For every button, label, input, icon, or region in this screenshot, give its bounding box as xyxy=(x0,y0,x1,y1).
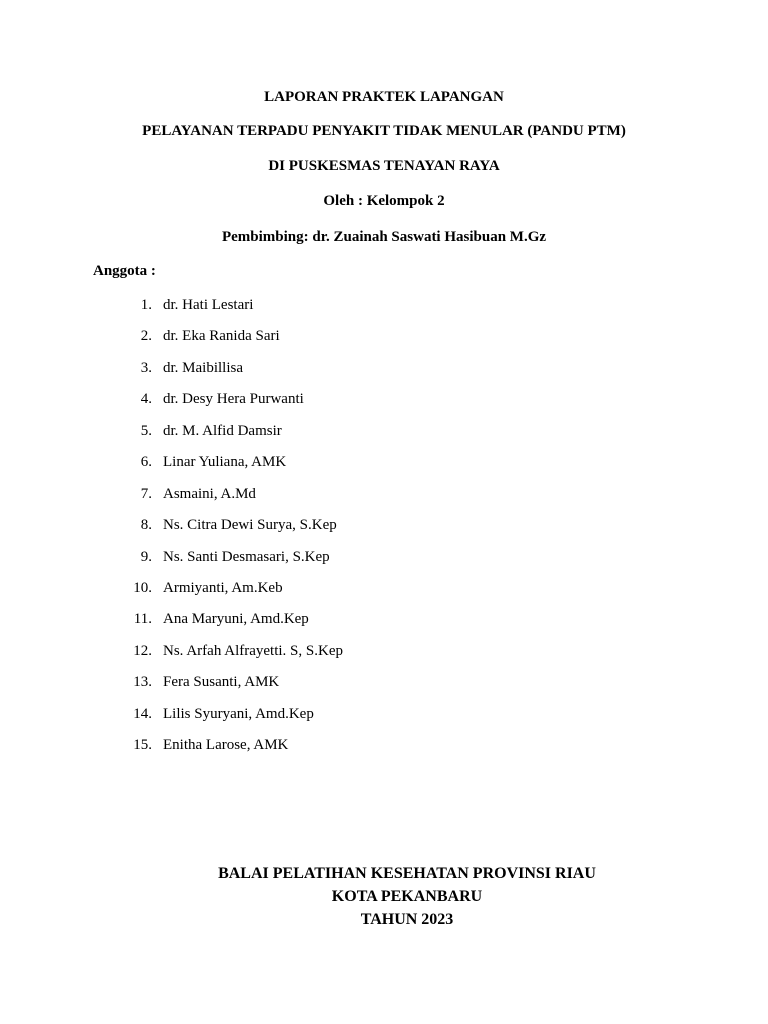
list-item xyxy=(0,359,768,390)
list-item-name: Ns. Santi Desmasari, S.Kep xyxy=(163,548,330,565)
list-item xyxy=(0,453,768,484)
list-item-name: Ns. Arfah Alfrayetti. S, S.Kep xyxy=(163,642,343,659)
list-item-number: 6. xyxy=(140,454,152,471)
list-item xyxy=(0,390,768,421)
members-label: Anggota : xyxy=(93,263,156,279)
list-item xyxy=(0,485,768,516)
list-item-name: Lilis Syuryani, Amd.Kep xyxy=(163,705,314,722)
list-item-name: Armiyanti, Am.Keb xyxy=(163,579,283,596)
list-item xyxy=(0,642,768,673)
list-item-name: dr. Hati Lestari xyxy=(163,297,254,313)
list-item-number: 3. xyxy=(140,359,152,376)
list-item-number: 14. xyxy=(133,705,152,722)
report-supervisor: Pembimbing: dr. Zuainah Saswati Hasibuan M.Gz xyxy=(221,229,547,245)
list-item-number: 8. xyxy=(140,517,152,534)
list-item-name: Ana Maryuni, Amd.Kep xyxy=(163,611,309,628)
list-item-number: 5. xyxy=(140,422,152,439)
footer-institution: BALAI PELATIHAN KESEHATAN PROVINSI RIAU xyxy=(218,865,596,882)
list-item-number: 12. xyxy=(133,642,152,659)
list-item-number: 7. xyxy=(140,485,152,502)
list-item-name: dr. M. Alfid Damsir xyxy=(163,422,282,439)
report-author: Oleh : Kelompok 2 xyxy=(323,193,445,209)
list-item-name: dr. Eka Ranida Sari xyxy=(163,328,280,345)
list-item-name: Asmaini, A.Md xyxy=(163,485,256,502)
list-item xyxy=(0,327,768,358)
report-location: DI PUSKESMAS TENAYAN RAYA xyxy=(268,158,500,174)
list-item-name: dr. Desy Hera Purwanti xyxy=(163,391,304,408)
list-item xyxy=(0,610,768,641)
list-item-name: dr. Maibillisa xyxy=(163,359,243,376)
list-item-number: 10. xyxy=(133,579,152,596)
list-item-number: 11. xyxy=(133,611,152,628)
member-list xyxy=(0,296,768,768)
list-item-number: 2. xyxy=(140,328,152,345)
list-item xyxy=(0,296,768,327)
footer-city: KOTA PEKANBARU xyxy=(331,888,483,905)
list-item-number: 13. xyxy=(133,674,152,691)
list-item xyxy=(0,422,768,453)
list-item xyxy=(0,579,768,610)
list-item-name: Ns. Citra Dewi Surya, S.Kep xyxy=(163,517,337,534)
list-item xyxy=(0,516,768,547)
report-subtitle: PELAYANAN TERPADU PENYAKIT TIDAK MENULAR (PANDU PTM) xyxy=(142,123,626,139)
report-title: LAPORAN PRAKTEK LAPANGAN xyxy=(264,89,504,105)
list-item-number: 1. xyxy=(140,297,152,313)
list-item-number: 4. xyxy=(140,391,152,408)
list-item xyxy=(0,548,768,579)
list-item-name: Enitha Larose, AMK xyxy=(163,737,289,754)
footer-year: TAHUN 2023 xyxy=(360,911,454,928)
list-item-number: 15. xyxy=(133,737,152,754)
list-item-name: Linar Yuliana, AMK xyxy=(163,454,287,471)
list-item xyxy=(0,736,768,767)
list-item-number: 9. xyxy=(140,548,152,565)
list-item xyxy=(0,673,768,704)
list-item-name: Fera Susanti, AMK xyxy=(163,674,280,691)
list-item xyxy=(0,705,768,736)
